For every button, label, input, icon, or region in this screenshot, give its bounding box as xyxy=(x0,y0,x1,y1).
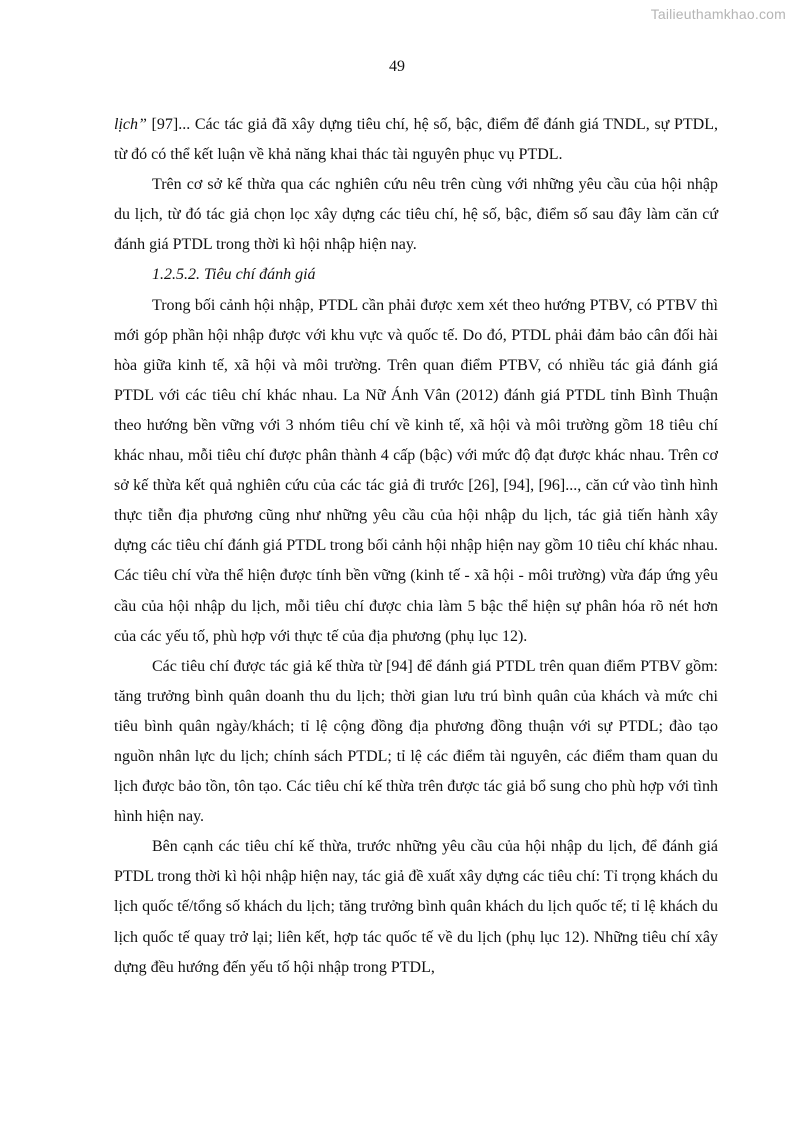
paragraph-continuation xyxy=(114,110,718,170)
paragraph-text: [97]... Các tác giả đã xây dựng tiêu chí, hệ số, bậc, điểm để đánh giá TNDL, sự PTDL, từ đó có thể kết luận về khả năng khai thác tài nguyên phục vụ PTDL. xyxy=(114,116,718,164)
section-heading: 1.2.5.2. Tiêu chí đánh giá xyxy=(152,266,316,284)
paragraph-inheritance: Trên cơ sở kế thừa qua các nghiên cứu nêu trên cùng với những yêu cầu của hội nhập du lịch, từ đó tác giả chọn lọc xây dựng các tiêu chí, hệ số, bậc, điểm số sau đây làm căn cứ đánh giá PTDL trong thời kì hội nhập hiện nay. xyxy=(114,176,718,254)
page-body xyxy=(114,110,718,983)
italic-lead-text: lịch” xyxy=(114,116,147,133)
page-number: 49 xyxy=(389,58,405,75)
paragraph-inherited-criteria: Các tiêu chí được tác giả kế thừa từ [94] để đánh giá PTDL trên quan điểm PTBV gồm: tăng trưởng bình quân doanh thu du lịch; thời gian lưu trú bình quân của khách và mức chi tiêu bình quân ngày/khách; tỉ lệ cộng đồng địa phương đồng thuận với sự PTDL; đào tạo nguồn nhân lực du lịch; chính sách PTDL; tỉ lệ các điểm tài nguyên, các điểm tham quan du lịch được bảo tồn, tôn tạo. Các tiêu chí kế thừa trên được tác giả bổ sung cho phù hợp với tình hình hiện nay. xyxy=(114,657,718,826)
watermark: Tailieuthamkhao.com xyxy=(650,6,786,22)
paragraph-proposed-criteria: Bên cạnh các tiêu chí kế thừa, trước những yêu cầu của hội nhập du lịch, để đánh giá PTDL trong thời kì hội nhập hiện nay, tác giả đề xuất xây dựng các tiêu chí: Tỉ trọng khách du lịch quốc tế/tổng số khách du lịch; tăng trưởng bình quân khách du lịch quốc tế; tỉ lệ khách du lịch quốc tế quay trở lại; liên kết, hợp tác quốc tế về du lịch (phụ lục 12). Những tiêu chí xây dựng đều hướng đến yếu tố hội nhập trong PTDL, xyxy=(114,838,718,976)
paragraph-context: Trong bối cảnh hội nhập, PTDL cần phải được xem xét theo hướng PTBV, có PTBV thì mới góp phần hội nhập được với khu vực và quốc tế. Do đó, PTDL phải đảm bảo cân đối hài hòa giữa kinh tế, xã hội và môi trường. Trên quan điểm PTBV, có nhiều tác giả đánh giá PTDL với các tiêu chí khác nhau. La Nữ Ánh Vân (2012) đánh giá PTDL tỉnh Bình Thuận theo hướng bền vững với 3 nhóm tiêu chí về kinh tế, xã hội và môi trường gồm 18 tiêu chí khác nhau, mỗi tiêu chí được phân thành 4 cấp (bậc) với mức độ đạt được khác nhau. Trên cơ sở kế thừa kết quả nghiên cứu của các tác giả đi trước [26], [94], [96]..., căn cứ vào tình hình thực tiễn địa phương cũng như những yêu cầu của hội nhập du lịch, tác giả tiến hành xây dựng các tiêu chí đánh giá PTDL trong bối cảnh hội nhập hiện nay gồm 10 tiêu chí khác nhau. Các tiêu chí vừa thể hiện được tính bền vững (kinh tế - xã hội - môi trường) vừa đáp ứng yêu cầu của hội nhập du lịch, mỗi tiêu chí được chia làm 5 bậc thể hiện sự phân hóa rõ nét hơn của các yếu tố, phù hợp với thực tế của địa phương (phụ lục 12). xyxy=(114,296,718,645)
